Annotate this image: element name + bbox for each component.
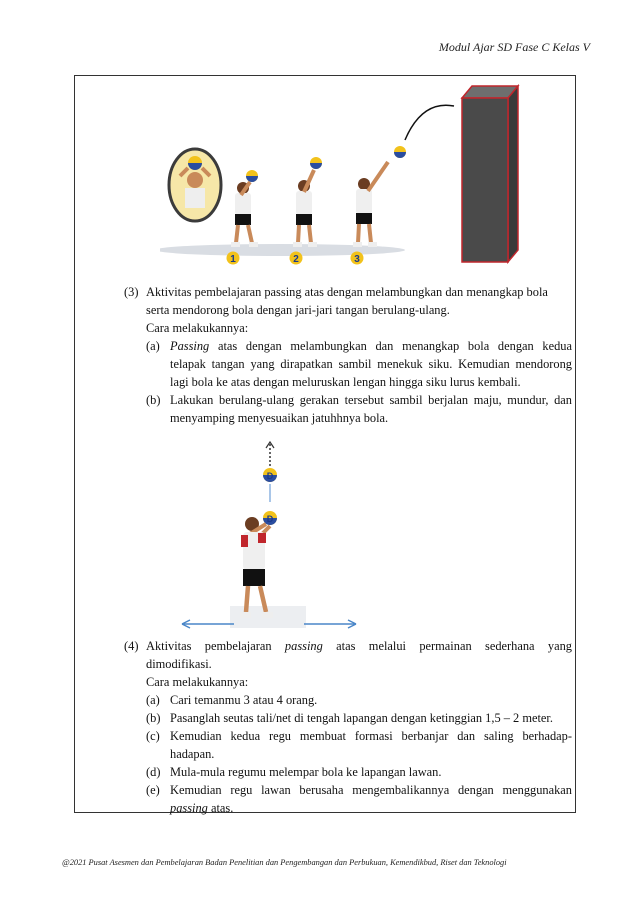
section-3-intro-line-2: serta mendorong bola dengan jari-jari tangan berulang-ulang. [146,303,450,317]
section-4-item-e: (e) Kemudian regu lawan berusaha mengembalikannya dengan menggunakan passing atas. [146,783,572,815]
ball-trajectory-arc [405,105,454,140]
section-4-method-label: Cara melakukannya: [146,675,249,689]
practice-wall [462,86,518,262]
svg-text:D: D [266,471,274,481]
section-3-item-a: (a) Passing atas dengan melambungkan dan menangkap bola dengan kedua telapak tangan yang dirapatkan sambil menekuk siku. Kemudian mendorong lagi bola ke atas dengan meluruskan lengan hingga siku lurus kembali. [146,339,572,389]
section-4-intro-line-1: Aktivitas pembelajaran passing atas melalui permainan sederhana yang [146,639,573,653]
step-badge-3 [351,252,364,266]
svg-text:2: 2 [293,254,299,265]
player-figure-1 [231,170,258,247]
inset-closeup-image [169,149,221,221]
player-figure [240,517,273,618]
section-4-item-c: (c) Kemudian kedua regu membuat formasi berbanjar dan saling berhadap- hadapan. [146,729,572,761]
page-header: Modul Ajar SD Fase C Kelas V [438,40,590,54]
ball-top [263,468,277,482]
player-figure-2 [293,157,322,247]
section-3-method-label: Cara melakukannya: [146,321,249,335]
svg-text:1: 1 [230,254,236,265]
player-figure-3 [353,146,406,247]
step-badge-2 [290,252,303,266]
section-4 [124,637,572,817]
section-4-number: (4) [124,639,139,653]
svg-text:3: 3 [354,254,360,265]
figure-single-player-passing [170,438,370,634]
section-3-number: (3) [124,285,139,299]
section-4-item-b: (b) Pasanglah seutas tali/net di tengah lapangan dengan ketinggian 1,5 – 2 meter. [146,711,553,725]
section-4-item-a: (a) Cari temanmu 3 atau 4 orang. [146,693,318,707]
section-4-intro-line-2: dimodifikasi. [146,657,212,671]
section-3-intro-line-1: Aktivitas pembelajaran passing atas dengan melambungkan dan menangkap bola [146,285,548,299]
page-footer: @2021 Pusat Asesmen dan Pembelajaran Badan Penelitian dan Pengembangan dan Perbukuan, Kemendikbud, Riset dan Teknologi [62,858,507,867]
step-badge-1 [227,252,240,266]
svg-text:D: D [266,514,274,524]
section-3 [124,283,572,427]
figure-passing-sequence [160,80,530,270]
section-4-item-d: (d) Mula-mula regumu melempar bola ke lapangan lawan. [146,765,442,779]
section-3-item-b: (b) Lakukan berulang-ulang gerakan tersebut sambil berjalan maju, mundur, dan menyamping menyesuaikan jatuhhnya bola. [146,393,572,425]
